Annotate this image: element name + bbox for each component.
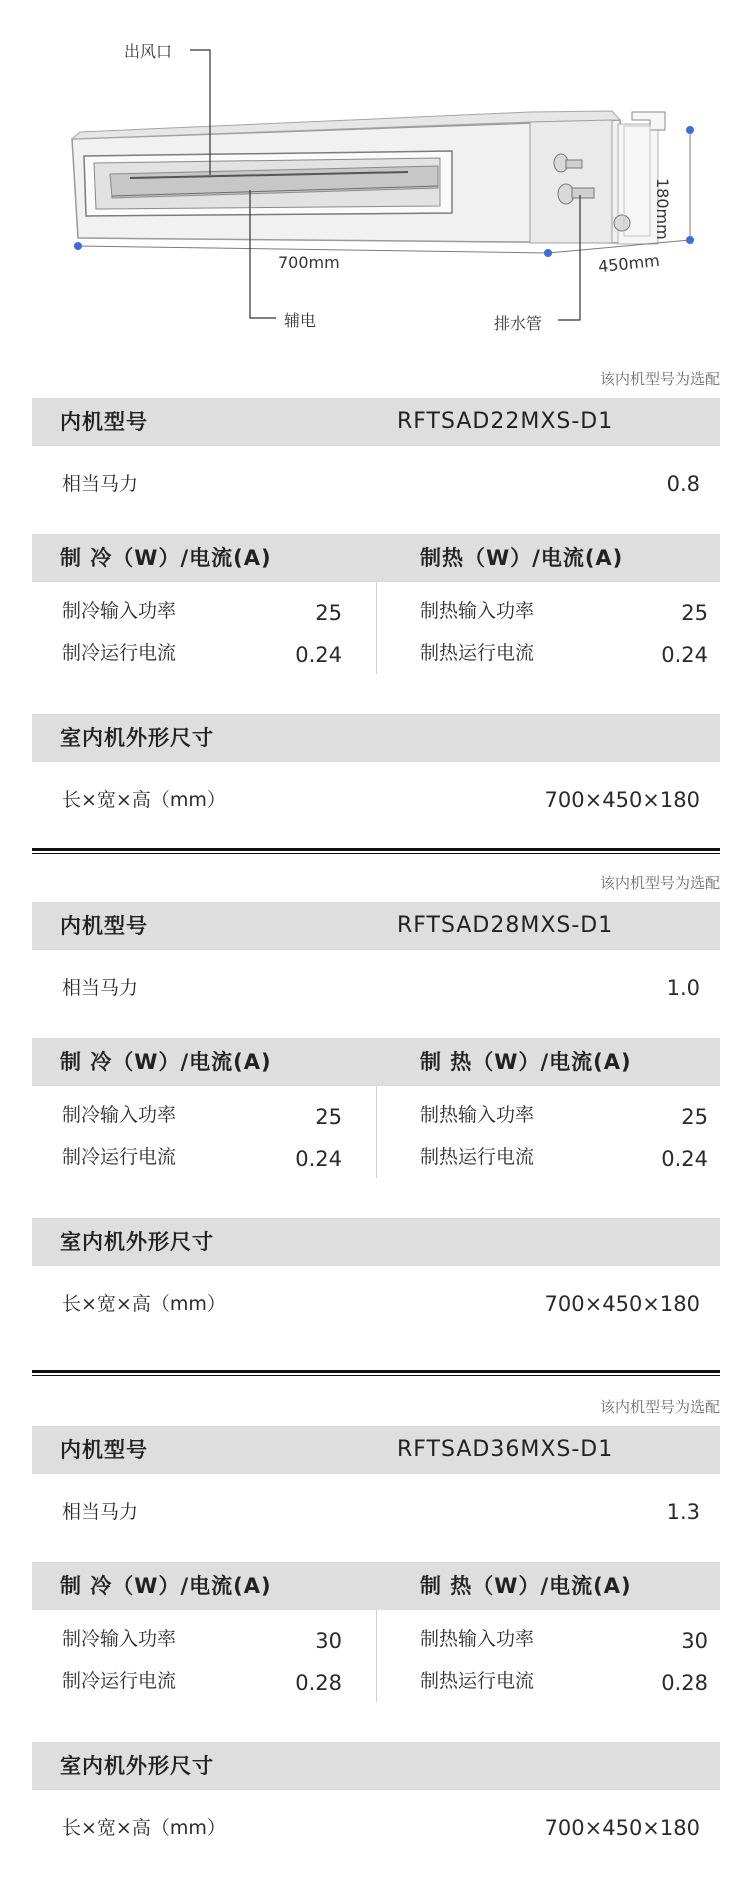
dimension-dot	[686, 236, 694, 244]
model-bar	[32, 902, 720, 950]
spec-block-1	[32, 368, 720, 828]
height-dimension-label: 180mm	[653, 178, 672, 240]
cool-current-label: 制冷运行电流	[62, 1670, 177, 1692]
cool-power-label: 制冷输入功率	[62, 600, 177, 622]
dimension-dot	[74, 242, 82, 250]
spec-block-3	[32, 1396, 720, 1866]
cool-power-value: 25	[315, 1105, 342, 1129]
heat-power-value: 25	[681, 601, 708, 625]
cool-current-label: 制冷运行电流	[62, 642, 177, 664]
heating-header: 制热（W）/电流(A)	[420, 546, 624, 570]
dimension-dot	[544, 249, 552, 257]
dimensions-bar	[32, 1218, 720, 1266]
cool-power-value: 25	[315, 601, 342, 625]
cool-current-label: 制冷运行电流	[62, 1146, 177, 1168]
model-bar	[32, 1426, 720, 1474]
model-number: RFTSAD28MXS-D1	[397, 913, 614, 938]
dimensions-title: 室内机外形尺寸	[60, 1230, 214, 1254]
column-divider	[376, 582, 377, 674]
width-dimension-label: 700mm	[278, 253, 340, 272]
cooling-header: 制 冷（W）/电流(A)	[60, 1050, 272, 1074]
heating-header: 制 热（W）/电流(A)	[420, 1050, 632, 1074]
dimension-dot	[686, 126, 694, 134]
section-separator	[32, 1370, 720, 1376]
cooling-header: 制 冷（W）/电流(A)	[60, 1574, 272, 1598]
heater-label: 辅电	[284, 311, 317, 330]
heat-current-value: 0.24	[661, 643, 708, 667]
column-divider	[376, 1610, 377, 1702]
horsepower-label: 相当马力	[62, 977, 139, 999]
heat-current-label: 制热运行电流	[420, 642, 535, 664]
model-title: 内机型号	[60, 1438, 148, 1462]
horsepower-value: 1.3	[666, 1500, 700, 1524]
duct-unit-drawing	[0, 0, 750, 340]
heat-current-label: 制热运行电流	[420, 1146, 535, 1168]
cooling-heating-bar	[32, 1562, 720, 1610]
dimensions-label: 长×宽×高（mm）	[62, 789, 226, 811]
horsepower-label: 相当马力	[62, 1501, 139, 1523]
cooling-header: 制 冷（W）/电流(A)	[60, 546, 272, 570]
heat-power-value: 30	[681, 1629, 708, 1653]
drain-pipe-label: 排水管	[494, 314, 543, 333]
cool-current-value: 0.24	[295, 1147, 342, 1171]
dimensions-title: 室内机外形尺寸	[60, 1754, 214, 1778]
cool-power-label: 制冷输入功率	[62, 1628, 177, 1650]
horsepower-row	[32, 1488, 720, 1536]
dimensions-value: 700×450×180	[544, 1816, 700, 1840]
dimensions-label: 长×宽×高（mm）	[62, 1293, 226, 1315]
cool-current-value: 0.28	[295, 1671, 342, 1695]
model-bar	[32, 398, 720, 446]
optional-note: 该内机型号为选配	[599, 1398, 720, 1416]
dimensions-value: 700×450×180	[544, 1292, 700, 1316]
dimensions-bar	[32, 714, 720, 762]
dimensions-row	[32, 1280, 720, 1328]
cooling-heating-bar	[32, 534, 720, 582]
dimensions-value: 700×450×180	[544, 788, 700, 812]
cool-current-value: 0.24	[295, 643, 342, 667]
model-title: 内机型号	[60, 410, 148, 434]
heat-power-label: 制热输入功率	[420, 1104, 535, 1126]
dimensions-title: 室内机外形尺寸	[60, 726, 214, 750]
dimensions-row	[32, 776, 720, 824]
optional-note: 该内机型号为选配	[599, 874, 720, 892]
model-number: RFTSAD22MXS-D1	[397, 409, 614, 434]
cooling-heating-bar	[32, 1038, 720, 1086]
heat-power-label: 制热输入功率	[420, 600, 535, 622]
heat-power-value: 25	[681, 1105, 708, 1129]
horsepower-row	[32, 964, 720, 1012]
cool-power-value: 30	[315, 1629, 342, 1653]
depth-dimension-label: 450mm	[597, 250, 661, 277]
horsepower-row	[32, 460, 720, 508]
optional-note: 该内机型号为选配	[599, 370, 720, 388]
heat-current-label: 制热运行电流	[420, 1670, 535, 1692]
heat-current-value: 0.28	[661, 1671, 708, 1695]
dimensions-row	[32, 1804, 720, 1852]
cool-power-label: 制冷输入功率	[62, 1104, 177, 1126]
column-divider	[376, 1086, 377, 1178]
heating-header: 制 热（W）/电流(A)	[420, 1574, 632, 1598]
model-number: RFTSAD36MXS-D1	[397, 1437, 614, 1462]
spec-block-2	[32, 872, 720, 1332]
horsepower-value: 1.0	[666, 976, 700, 1000]
horsepower-label: 相当马力	[62, 473, 139, 495]
dimensions-label: 长×宽×高（mm）	[62, 1817, 226, 1839]
heat-current-value: 0.24	[661, 1147, 708, 1171]
heat-power-label: 制热输入功率	[420, 1628, 535, 1650]
model-title: 内机型号	[60, 914, 148, 938]
section-separator	[32, 848, 720, 854]
horsepower-value: 0.8	[666, 472, 700, 496]
outlet-label: 出风口	[124, 42, 173, 61]
dimensions-bar	[32, 1742, 720, 1790]
unit-diagram	[0, 0, 750, 340]
